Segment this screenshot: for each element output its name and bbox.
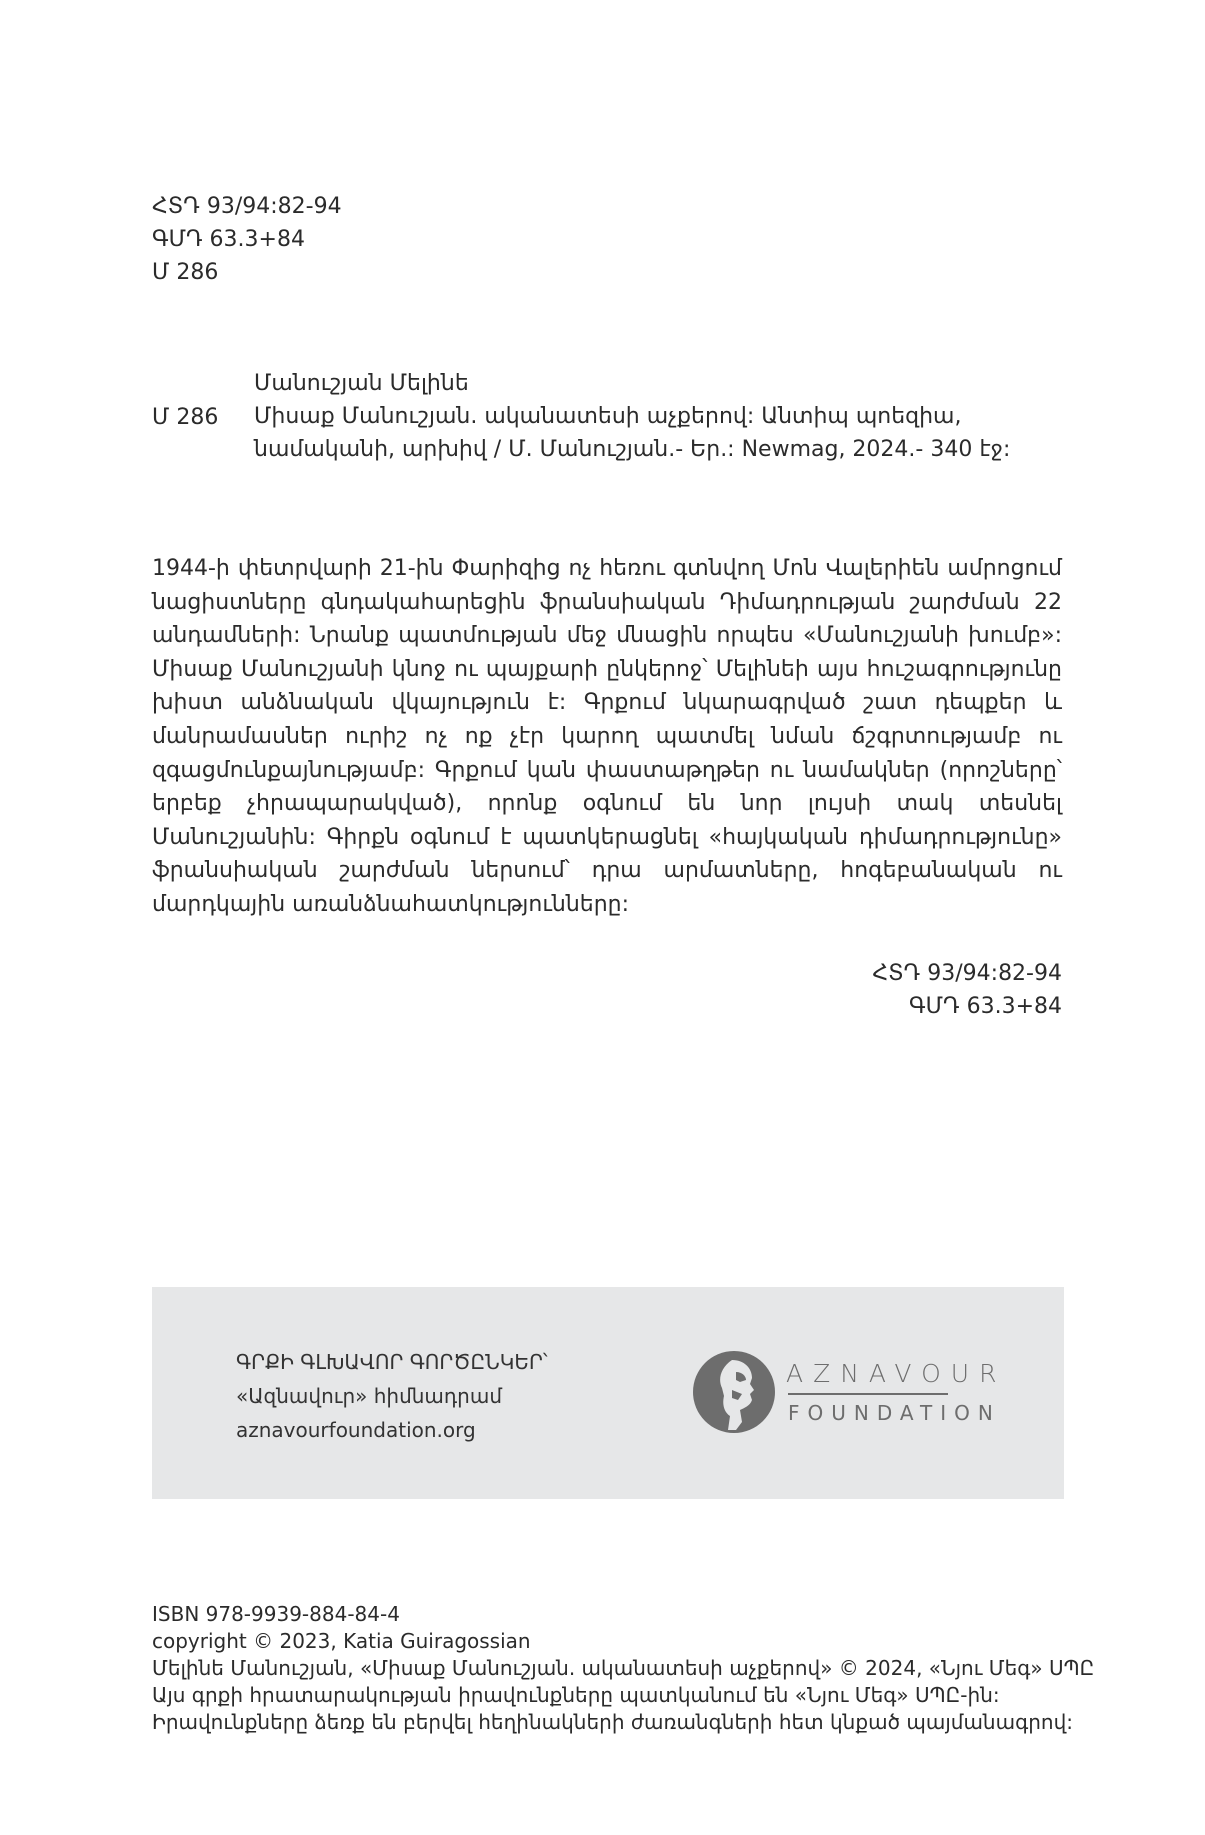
bbk-code: ԳՄԴ 63.3+84 (152, 227, 305, 252)
logo-subtitle: FOUNDATION (788, 1401, 1001, 1425)
udc-code: ՀՏԴ 93/94:82-94 (152, 194, 342, 219)
classification-codes-bottom (872, 957, 1062, 1023)
sponsor-heading: ԳՐՔԻ ԳԼԽԱՎՈՐ ԳՈՐԾԸՆԿԵՐ՝ (236, 1350, 548, 1374)
catalog-entry (254, 367, 1074, 466)
logo-divider (788, 1393, 948, 1395)
classification-codes (152, 190, 342, 289)
sponsor-info (236, 1345, 548, 1447)
imprint (152, 1601, 1094, 1736)
author-mark: Մ 286 (152, 260, 219, 285)
sponsor-website: aznavourfoundation.org (236, 1418, 476, 1442)
copyright-author: copyright © 2023, Katia Guiragossian (152, 1629, 531, 1653)
book-abstract: 1944-ի փետրվարի 21-ին Փարիզից ոչ հեռու գտնվող Մոն Վալերիեն ամրոցում նացիստները գնդակահարեցին ֆրանսիական Դիմադրության շարժման 22 անդամների: Նրանք պատմության մեջ մնացին որպես «Մանուշյանի խումբ»: Միսաք Մանուշյանի կնոջ ու պայքարի ընկերոջ՝ Մելինեի այս հուշագրությունը խիստ անձնական վկայություն է: Գրքում նկարագրված շատ դեպքեր և մանրամասներ ուրիշ ոչ ոք չէր կարող պատմել նման ճշգրտությամբ ու զգացմունքայնությամբ: Գրքում կան փաստաթղթեր ու նամակներ (որոշները՝ երբեք չհրապարակված), որոնք օգնում են նոր լույսի տակ տեսնել Մանուշյանին: Գիրքն օգնում է պատկերացնել «հայկական դիմադրությունը» ֆրանսիական շարժման ներսում՝ դրա արմատները, հոգեբանական ու մարդկային առանձնահատկությունները: (152, 556, 1062, 917)
logo-wordmark: AZNAVOUR (786, 1359, 1007, 1388)
isbn: ISBN 978-9939-884-84-4 (152, 1602, 400, 1626)
catalog-title-line-2: նամականի, արխիվ / Մ. Մանուշյան.- Եր.: Newmag, 2024.- 340 էջ: (254, 437, 1011, 462)
catalog-title-line-1: Միսաք Մանուշյան. ականատեսի աչքերով: Անտիպ պոեզիա, (254, 404, 962, 429)
publishing-rights: Այս գրքի հրատարակության իրավունքները պատկանում են «Նյու Մեգ» ՍՊԸ-ին: (152, 1683, 1000, 1707)
copyright-publisher: Մելինե Մանուշյան, «Միսաք Մանուշյան. ականատեսի աչքերով» © 2024, «Նյու Մեգ» ՍՊԸ (152, 1656, 1095, 1680)
rights-acquisition: Իրավունքները ձեռք են բերվել հեղինակների ժառանգների հետ կնքած պայմանագրով: (152, 1710, 1074, 1734)
sponsor-name: «Ազնավուր» հիմնադրամ (236, 1384, 503, 1408)
sponsor-panel (152, 1287, 1064, 1499)
udc-code-bottom: ՀՏԴ 93/94:82-94 (872, 961, 1062, 986)
catalog-entry-code: Մ 286 (152, 405, 219, 430)
aznavour-profile-logo-icon (692, 1350, 776, 1434)
bbk-code-bottom: ԳՄԴ 63.3+84 (909, 994, 1062, 1019)
catalog-author: Մանուշյան Մելինե (254, 371, 469, 396)
